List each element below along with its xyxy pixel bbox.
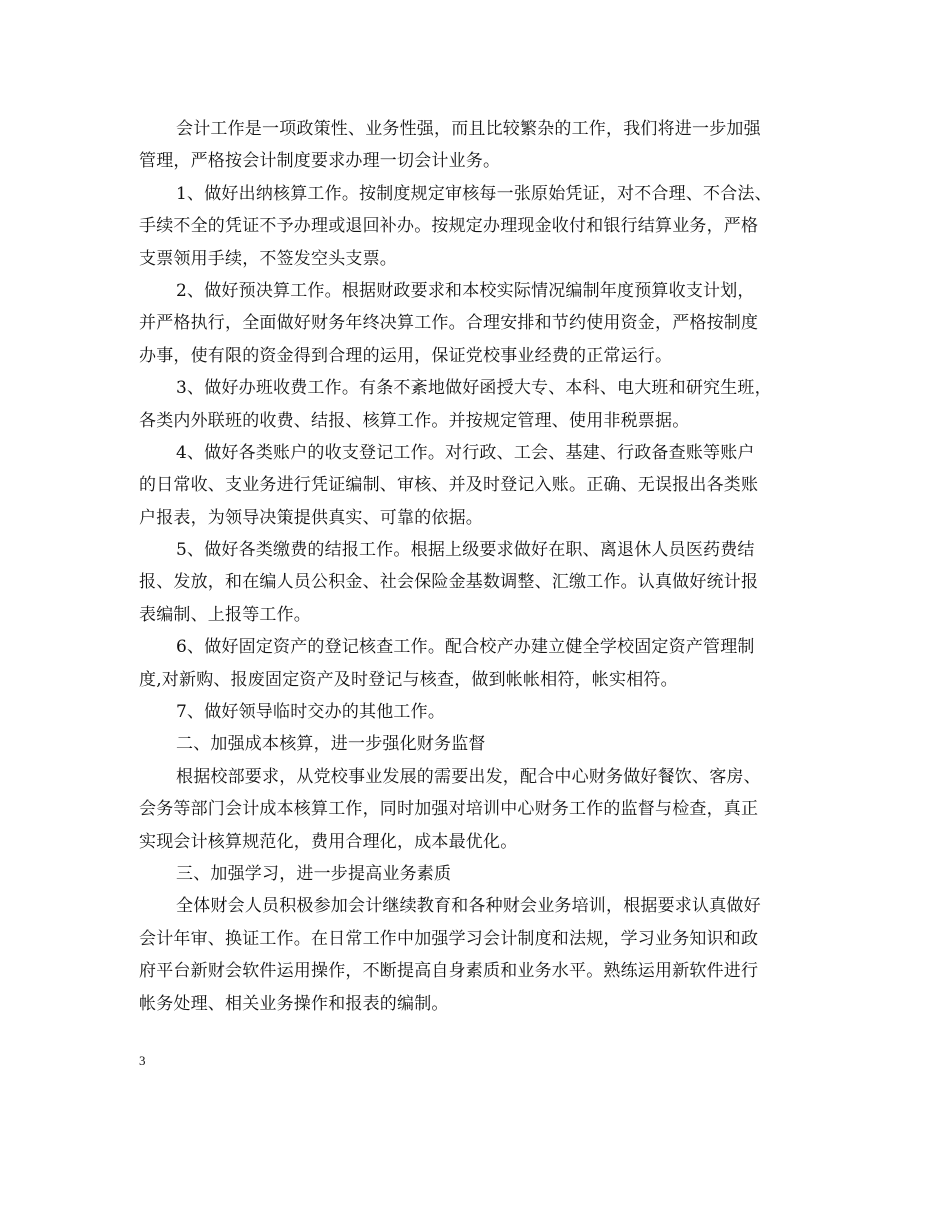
text-line: 度,对新购、报废固定资产及时登记与核查，做到帐帐相符，帐实相符。 [139,669,678,690]
text-line: 5、做好各类缴费的结报工作。根据上级要求做好在职、离退休人员医药费结 [176,540,755,561]
text-line: 根据校部要求，从党校事业发展的需要出发，配合中心财务做好餐饮、客房、 [176,766,761,787]
page-number: 3 [139,1053,146,1068]
text-line: 全体财会人员积极参加会计继续教育和各种财会业务培训，根据要求认真做好 [176,896,761,917]
text-line: 会计年审、换证工作。在日常工作中加强学习会计制度和法规，学习业务知识和政 [139,928,759,949]
text-line: 二、加强成本核算，进一步强化财务监督 [176,734,486,755]
text-line: 会务等部门会计成本核算工作，同时加强对培训中心财务工作的监督与检查，真正 [139,799,759,820]
text-line: 会计工作是一项政策性、业务性强，而且比较繁杂的工作，我们将进一步加强 [176,119,761,139]
text-line: 户报表，为领导决策提供真实、可靠的依据。 [139,507,483,528]
text-line: 帐务处理、相关业务操作和报表的编制。 [139,993,449,1014]
text-line: 管理，严格按会计制度要求办理一切会计业务。 [139,151,501,172]
text-line: 实现会计核算规范化，费用合理化，成本最优化。 [139,831,518,852]
text-line: 支票领用手续，不签发空头支票。 [139,248,397,269]
document-body [139,113,819,1020]
text-line: 3、做好办班收费工作。有条不紊地做好函授大专、本科、电大班和研究生班， [176,378,772,399]
text-line: 1、做好出纳核算工作。按制度规定审核每一张原始凭证，对不合理、不合法、 [176,183,772,204]
text-line: 2、做好预决算工作。根据财政要求和本校实际情况编制年度预算收支计划， [176,280,755,301]
text-line: 6、做好固定资产的登记核查工作。配合校产办建立健全学校固定资产管理制 [176,637,755,658]
text-line: 的日常收、支业务进行凭证编制、审核、并及时登记入账。正确、无误报出各类账 [139,475,759,496]
text-line: 手续不全的凭证不予办理或退回补办。按规定办理现金收付和银行结算业务，严格 [139,216,759,237]
text-line: 办事，使有限的资金得到合理的运用，保证党校事业经费的正常运行。 [139,345,673,366]
text-line: 三、加强学习，进一步提高业务素质 [176,863,452,884]
text-line: 各类内外联班的收费、结报、核算工作。并按规定管理、使用非税票据。 [139,410,690,431]
text-line: 报、发放，和在编人员公积金、社会保险金基数调整、汇缴工作。认真做好统计报 [139,572,759,593]
text-line: 表编制、上报等工作。 [139,604,311,625]
text-line: 7、做好领导临时交办的其他工作。 [176,702,446,723]
text-line: 4、做好各类账户的收支登记工作。对行政、工会、基建、行政备查账等账户 [176,442,755,463]
text-line: 府平台新财会软件运用操作，不断提高自身素质和业务水平。熟练运用新软件进行 [139,961,759,982]
text-line: 并严格执行，全面做好财务年终决算工作。合理安排和节约使用资金，严格按制度 [139,313,759,334]
